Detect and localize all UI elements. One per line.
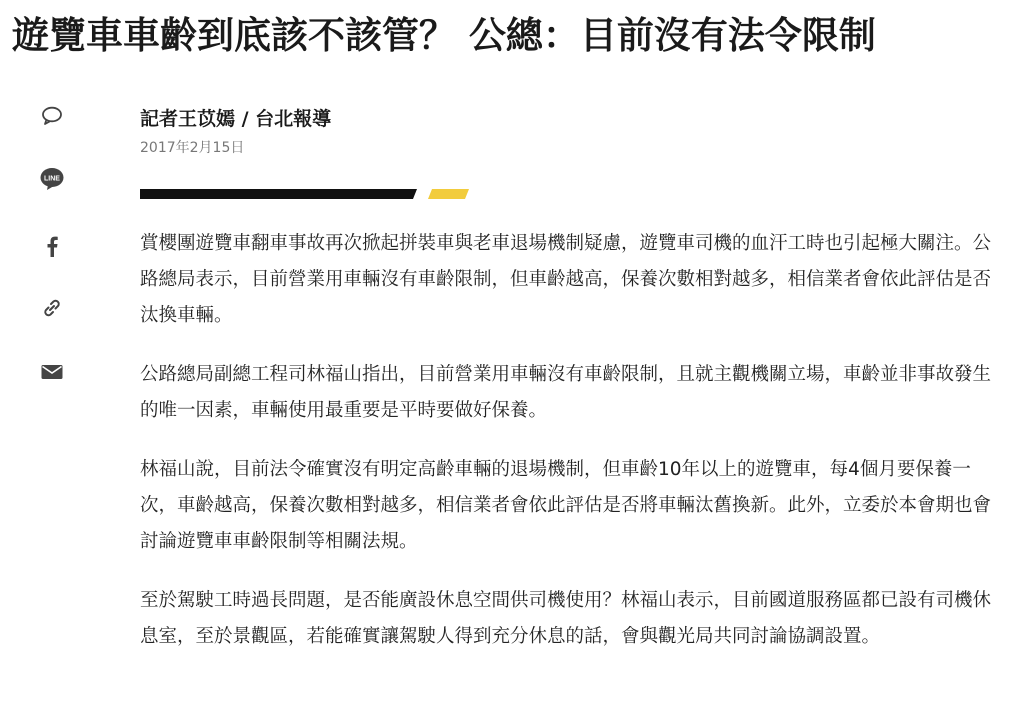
author-name: 記者王苡嫣 / 台北報導 [140, 108, 332, 130]
link-icon [40, 296, 64, 320]
divider-black-bar [140, 189, 417, 199]
line-share-button[interactable] [36, 163, 68, 195]
copy-link-button[interactable] [36, 292, 68, 324]
byline [140, 105, 331, 158]
article-headline: 遊覽車車齡到底該不該管？ 公總：目前沒有法令限制 [12, 14, 876, 57]
article-paragraph: 至於駕駛工時過長問題，是否能廣設休息空間供司機使用？林福山表示，目前國道服務區都已設有司機休息室，至於景觀區，若能確實讓駕駛人得到充分休息的話，會與觀光局共同討論協調設置。 [140, 590, 992, 647]
article-paragraph: 賞櫻團遊覽車翻車事故再次掀起拼裝車與老車退場機制疑慮，遊覽車司機的血汗工時也引起極大關注。公路總局表示，目前營業用車輛沒有車齡限制，但車齡越高，保養次數相對越多，相信業者會依此評估是否汰換車輛。 [140, 233, 992, 326]
comment-icon [41, 106, 63, 126]
article-paragraph: 林福山說，目前法令確實沒有明定高齡車輛的退場機制，但車齡10年以上的遊覽車，每4個月要保養一次，車齡越高，保養次數相對越多，相信業者會依此評估是否將車輛汰舊換新。此外，立委於本會期也會討論遊覽車車齡限制等相關法規。 [140, 459, 992, 552]
article-body [140, 226, 1005, 678]
line-icon-label: LINE [44, 175, 60, 183]
comment-button[interactable] [36, 100, 68, 132]
divider-yellow-bar [428, 189, 469, 199]
email-icon [40, 363, 64, 381]
facebook-share-button[interactable] [36, 230, 68, 262]
facebook-icon [45, 235, 59, 257]
publish-date: 2017年2月15日 [140, 140, 245, 156]
email-share-button[interactable] [36, 356, 68, 388]
byline-divider [140, 189, 470, 199]
line-icon [39, 167, 65, 191]
article-paragraph: 公路總局副總工程司林福山指出，目前營業用車輛沒有車齡限制，且就主觀機關立場，車齡並非事故發生的唯一因素，車輛使用最重要是平時要做好保養。 [140, 364, 992, 421]
